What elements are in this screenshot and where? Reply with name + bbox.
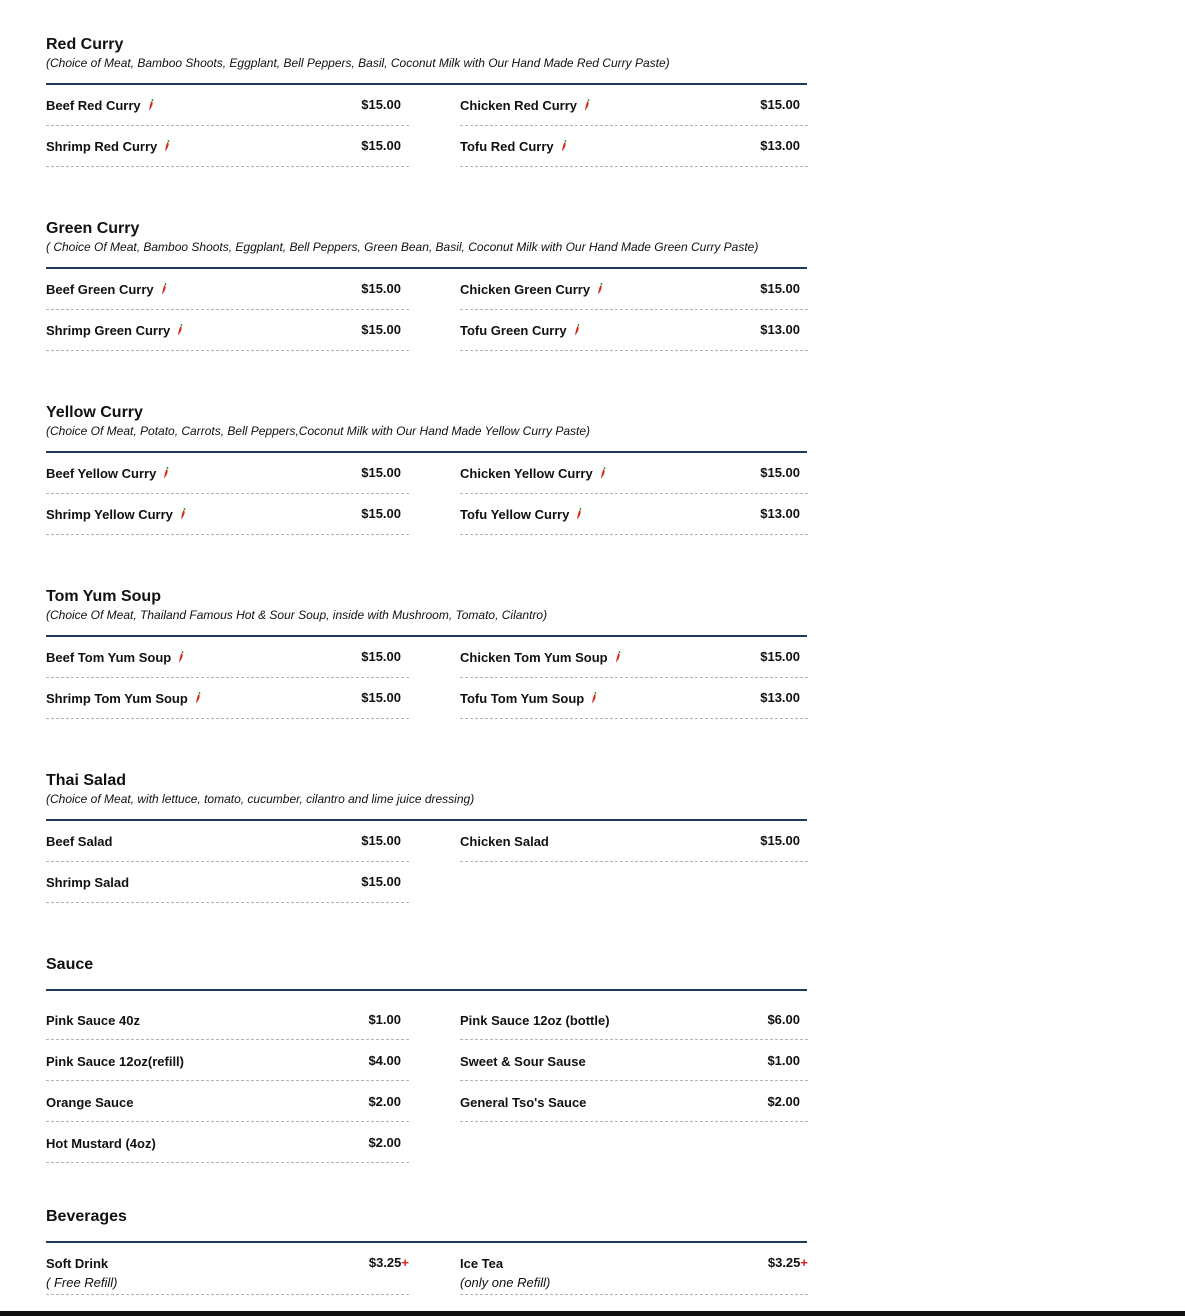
item-name: [46, 1013, 140, 1028]
item-price: [361, 506, 401, 521]
item-price-value: $15.00: [361, 833, 401, 848]
item-name-text: Chicken Green Curry: [460, 282, 591, 297]
item-name-text: Ice Tea: [460, 1256, 504, 1271]
item-price: [361, 833, 401, 848]
item-price: [368, 1012, 401, 1027]
item-price-value: $2.00: [368, 1094, 401, 1109]
item-name: [460, 507, 582, 522]
item-name-text: Pink Sauce 12oz (bottle): [460, 1013, 610, 1028]
item-name-text: Chicken Red Curry: [460, 98, 578, 113]
item-price-value: $13.00: [760, 506, 800, 521]
chili-pepper-icon: [194, 692, 201, 704]
chili-pepper-icon: [560, 140, 567, 152]
menu-item[interactable]: [46, 999, 409, 1040]
menu-item[interactable]: [46, 678, 409, 719]
item-price-value: $15.00: [361, 649, 401, 664]
item-price-value: $15.00: [760, 465, 800, 480]
item-price-value: $15.00: [361, 322, 401, 337]
item-price-value: $15.00: [361, 281, 401, 296]
item-name: [460, 323, 580, 338]
item-price-value: $15.00: [361, 138, 401, 153]
item-name: [460, 691, 597, 706]
menu-item[interactable]: [460, 999, 808, 1040]
item-name: [460, 650, 621, 665]
item-price: [361, 138, 401, 153]
item-name: [46, 691, 201, 706]
item-price: [767, 1053, 800, 1068]
menu-item[interactable]: [460, 1081, 808, 1122]
menu-item[interactable]: [46, 85, 409, 126]
item-name: [460, 1054, 586, 1069]
item-name: [460, 466, 606, 481]
item-price: [368, 1135, 401, 1150]
chili-pepper-icon: [583, 99, 590, 111]
menu-item[interactable]: [46, 310, 409, 351]
item-name-text: Shrimp Red Curry: [46, 139, 158, 154]
item-name: [460, 1256, 503, 1271]
item-price: [760, 465, 800, 480]
menu-item[interactable]: [46, 126, 409, 167]
item-name: [46, 1054, 184, 1069]
item-price-value: $1.00: [368, 1012, 401, 1027]
section-description: ( Choice Of Meat, Bamboo Shoots, Eggplant, Bell Peppers, Green Bean, Basil, Coconut Milk with Our Hand Made Green Curry Paste): [46, 240, 759, 254]
menu-item[interactable]: [460, 1243, 808, 1295]
chili-pepper-icon: [179, 508, 186, 520]
item-name-text: Beef Salad: [46, 834, 113, 849]
item-price-value: $15.00: [760, 281, 800, 296]
section-description: (Choice of Meat, with lettuce, tomato, cucumber, cilantro and lime juice dressing): [46, 792, 475, 806]
menu-item[interactable]: [460, 85, 808, 126]
menu-item[interactable]: [46, 1243, 409, 1295]
item-price: [768, 1255, 808, 1270]
menu-item[interactable]: [46, 494, 409, 535]
item-price-value: $15.00: [361, 506, 401, 521]
item-price: [760, 281, 800, 296]
item-name: [460, 834, 549, 849]
item-price-value: $15.00: [361, 465, 401, 480]
item-price: [760, 97, 800, 112]
item-name-text: Chicken Salad: [460, 834, 549, 849]
chili-pepper-icon: [176, 324, 183, 336]
item-price: [361, 322, 401, 337]
item-price: [361, 649, 401, 664]
item-name: [460, 282, 603, 297]
item-name-text: Soft Drink: [46, 1256, 109, 1271]
item-price-value: $4.00: [368, 1053, 401, 1068]
item-name-text: Pink Sauce 12oz(refill): [46, 1054, 184, 1069]
item-price: [361, 690, 401, 705]
section-title: Yellow Curry: [46, 404, 143, 421]
item-price-value: $13.00: [760, 690, 800, 705]
section-description: (Choice Of Meat, Potato, Carrots, Bell Peppers,Coconut Milk with Our Hand Made Yellow Curry Paste): [46, 424, 591, 438]
item-name-text: Shrimp Salad: [46, 875, 130, 890]
item-name-text: Tofu Green Curry: [460, 323, 567, 338]
menu-item[interactable]: [46, 1122, 409, 1163]
item-price: [361, 874, 401, 889]
item-name: [46, 282, 167, 297]
item-name: [46, 1095, 133, 1110]
item-name-text: Shrimp Green Curry: [46, 323, 171, 338]
item-price: [361, 97, 401, 112]
item-price-value: $13.00: [760, 138, 800, 153]
item-name-text: Chicken Tom Yum Soup: [460, 650, 608, 665]
menu-item[interactable]: [460, 637, 808, 678]
menu-item[interactable]: [46, 862, 409, 903]
item-name: [460, 1013, 610, 1028]
menu-item[interactable]: [460, 269, 808, 310]
item-name-text: Beef Yellow Curry: [46, 466, 157, 481]
menu-item[interactable]: [460, 678, 808, 719]
item-name-text: Beef Tom Yum Soup: [46, 650, 172, 665]
menu-item[interactable]: [460, 821, 808, 862]
item-name: [46, 1136, 156, 1151]
menu-item[interactable]: [460, 1040, 808, 1081]
refill-plus-mark: +: [800, 1255, 808, 1270]
item-price: [760, 138, 800, 153]
chili-pepper-icon: [599, 467, 606, 479]
item-price: [760, 833, 800, 848]
chili-pepper-icon: [590, 692, 597, 704]
chili-pepper-icon: [147, 99, 154, 111]
item-name-text: Shrimp Yellow Curry: [46, 507, 173, 522]
menu-item[interactable]: [460, 453, 808, 494]
item-name: [46, 1256, 108, 1271]
item-price: [368, 1094, 401, 1109]
item-name: [46, 650, 184, 665]
item-price-value: $3.25: [368, 1255, 402, 1270]
menu-item[interactable]: [46, 1040, 409, 1081]
menu-item[interactable]: [460, 126, 808, 167]
section-title: Green Curry: [46, 220, 140, 237]
item-price-value: $13.00: [760, 322, 800, 337]
item-price: [767, 1094, 800, 1109]
item-price-value: $2.00: [767, 1094, 800, 1109]
item-price: [368, 1053, 401, 1068]
chili-pepper-icon: [177, 651, 184, 663]
item-name-text: Sweet & Sour Sause: [460, 1054, 586, 1069]
item-name-text: Tofu Red Curry: [460, 139, 554, 154]
item-price: [760, 322, 800, 337]
item-name-text: Hot Mustard (4oz): [46, 1136, 156, 1151]
bottom-bar: [0, 1311, 1185, 1316]
section-title: Sauce: [46, 956, 94, 973]
item-name-text: Beef Red Curry: [46, 98, 141, 113]
item-name-text: Chicken Yellow Curry: [460, 466, 593, 481]
menu-item[interactable]: [46, 269, 409, 310]
section-divider: [46, 989, 807, 991]
item-price: [361, 465, 401, 480]
item-price-value: $1.00: [767, 1053, 800, 1068]
item-name: [46, 834, 112, 849]
item-price: [767, 1012, 800, 1027]
item-name: [46, 323, 183, 338]
item-price-value: $15.00: [760, 649, 800, 664]
section-title: Beverages: [46, 1208, 127, 1225]
chili-pepper-icon: [160, 283, 167, 295]
section-title: Tom Yum Soup: [46, 588, 161, 605]
menu-item[interactable]: [46, 453, 409, 494]
item-name: [460, 98, 590, 113]
item-price-value: $3.25: [767, 1255, 801, 1270]
section-title: Red Curry: [46, 36, 124, 53]
section-description: (Choice of Meat, Bamboo Shoots, Eggplant, Bell Peppers, Basil, Coconut Milk with Our Hand Made Red Curry Paste): [46, 56, 670, 70]
item-price-value: $15.00: [361, 874, 401, 889]
item-price: [760, 649, 800, 664]
item-note: ( Free Refill): [46, 1275, 118, 1290]
refill-plus-mark: +: [401, 1255, 409, 1270]
item-name: [46, 875, 129, 890]
item-name: [460, 139, 567, 154]
section-description: (Choice Of Meat, Thailand Famous Hot & Sour Soup, inside with Mushroom, Tomato, Cilantro): [46, 608, 548, 622]
item-price-value: $2.00: [368, 1135, 401, 1150]
menu-item[interactable]: [460, 310, 808, 351]
item-price: [760, 690, 800, 705]
chili-pepper-icon: [614, 651, 621, 663]
menu-item[interactable]: [46, 1081, 409, 1122]
item-name: [46, 98, 154, 113]
item-price: [760, 506, 800, 521]
chili-pepper-icon: [163, 140, 170, 152]
item-name: [46, 139, 170, 154]
item-name-text: Tofu Yellow Curry: [460, 507, 570, 522]
item-name-text: Beef Green Curry: [46, 282, 154, 297]
item-name: [46, 507, 186, 522]
item-name: [46, 466, 169, 481]
item-note: (only one Refill): [460, 1275, 551, 1290]
item-price: [361, 281, 401, 296]
item-name-text: General Tso's Sauce: [460, 1095, 587, 1110]
item-price-value: $15.00: [361, 97, 401, 112]
item-name-text: Pink Sauce 40z: [46, 1013, 140, 1028]
section-title: Thai Salad: [46, 772, 127, 789]
item-name: [460, 1095, 586, 1110]
item-price-value: $15.00: [361, 690, 401, 705]
menu-item[interactable]: [460, 494, 808, 535]
chili-pepper-icon: [575, 508, 582, 520]
item-name-text: Shrimp Tom Yum Soup: [46, 691, 188, 706]
chili-pepper-icon: [162, 467, 169, 479]
menu-item[interactable]: [46, 821, 409, 862]
item-price-value: $15.00: [760, 833, 800, 848]
chili-pepper-icon: [573, 324, 580, 336]
item-price-value: $6.00: [767, 1012, 800, 1027]
item-price-value: $15.00: [760, 97, 800, 112]
item-name-text: Tofu Tom Yum Soup: [460, 691, 585, 706]
menu-item[interactable]: [46, 637, 409, 678]
item-price: [369, 1255, 409, 1270]
item-name-text: Orange Sauce: [46, 1095, 134, 1110]
chili-pepper-icon: [596, 283, 603, 295]
